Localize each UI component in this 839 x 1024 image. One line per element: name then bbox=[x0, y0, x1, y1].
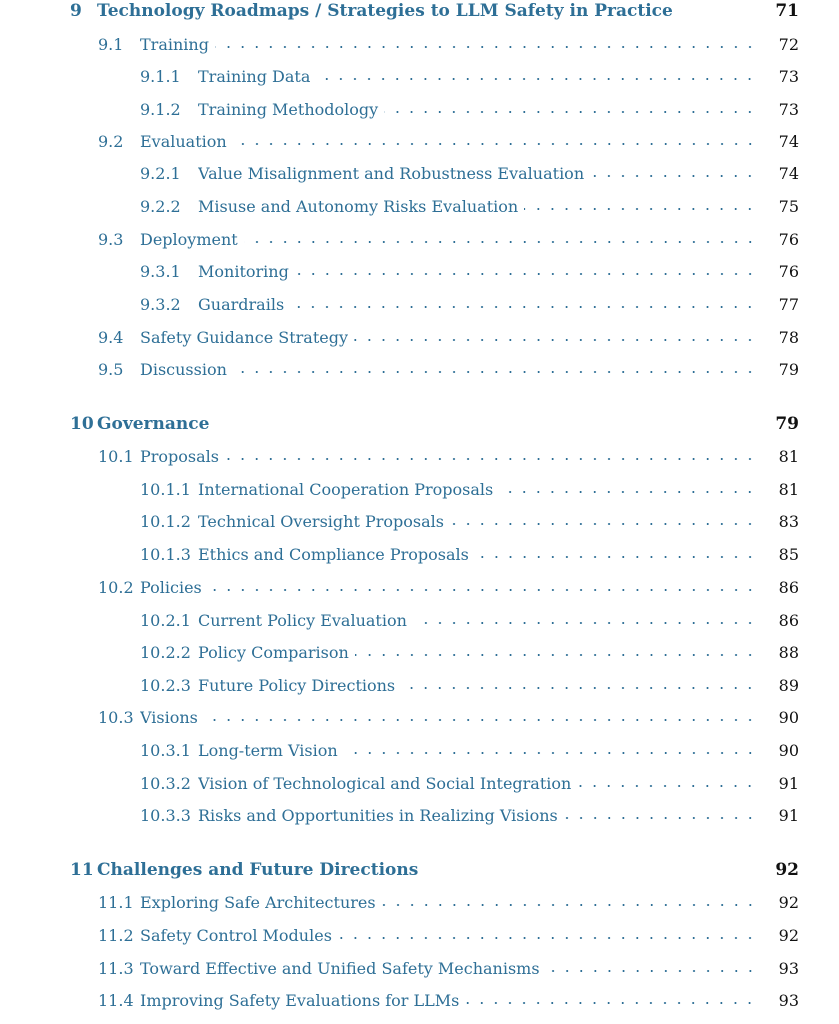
toc-page-number[interactable]: 73 bbox=[778, 66, 799, 86]
toc-entry-title-wrap bbox=[198, 611, 757, 630]
dot-leader bbox=[354, 339, 757, 341]
toc-entry-title-wrap bbox=[140, 893, 757, 912]
toc-page-number[interactable]: 91 bbox=[778, 773, 799, 793]
toc-subsection-row[interactable] bbox=[0, 227, 839, 251]
toc-entry-title-wrap bbox=[140, 447, 757, 466]
dot-leader bbox=[577, 785, 757, 787]
toc-entry-title[interactable]: Evaluation bbox=[140, 131, 227, 151]
toc-entry-title-wrap bbox=[140, 959, 757, 978]
toc-entry-title[interactable]: Vision of Technological and Social Integration bbox=[198, 773, 572, 793]
toc-entry-title-wrap bbox=[198, 545, 757, 564]
toc-page-number[interactable]: 79 bbox=[775, 414, 799, 434]
toc-entry-number: 9.2.2 bbox=[140, 196, 181, 216]
toc-entry-title-wrap bbox=[140, 360, 757, 379]
toc-entry-title[interactable]: Visions bbox=[140, 707, 198, 727]
toc-entry-title-wrap bbox=[198, 676, 757, 695]
toc-entry-title-wrap bbox=[97, 860, 737, 880]
dot-leader bbox=[244, 241, 757, 243]
toc-page-number[interactable]: 72 bbox=[778, 34, 799, 54]
toc-entry-title-wrap bbox=[198, 100, 757, 119]
toc-subsubsection-row[interactable] bbox=[0, 194, 839, 218]
toc-entry-title-wrap bbox=[198, 643, 757, 662]
toc-page-number[interactable]: 71 bbox=[775, 1, 799, 21]
toc-subsection-row[interactable] bbox=[0, 988, 839, 1012]
toc-subsubsection-row[interactable] bbox=[0, 477, 839, 501]
toc-subsubsection-row[interactable] bbox=[0, 542, 839, 566]
toc-entry-title[interactable]: Value Misalignment and Robustness Evaluation bbox=[198, 163, 585, 183]
toc-entry-title[interactable]: Challenges and Future Directions bbox=[97, 860, 419, 880]
toc-entry-title-wrap bbox=[97, 414, 737, 434]
toc-page-number[interactable]: 74 bbox=[778, 163, 799, 183]
toc-entry-title-wrap bbox=[198, 197, 757, 216]
toc-entry-title[interactable]: Improving Safety Evaluations for LLMs bbox=[140, 990, 460, 1010]
toc-entry-number: 11.2 bbox=[98, 925, 134, 945]
toc-subsubsection-row[interactable] bbox=[0, 608, 839, 632]
toc-subsection-row[interactable] bbox=[0, 890, 839, 914]
toc-subsubsection-row[interactable] bbox=[0, 640, 839, 664]
dot-leader bbox=[450, 523, 757, 525]
toc-entry-title-wrap bbox=[140, 35, 757, 54]
toc-subsection-row[interactable] bbox=[0, 325, 839, 349]
toc-entry-title-wrap bbox=[198, 164, 757, 183]
toc-page-number[interactable]: 92 bbox=[778, 892, 799, 912]
toc-entry-title[interactable]: International Cooperation Proposals bbox=[198, 479, 494, 499]
toc-entry-number: 9.2.1 bbox=[140, 163, 181, 183]
toc-page-number[interactable]: 91 bbox=[778, 805, 799, 825]
toc-subsubsection-row[interactable] bbox=[0, 161, 839, 185]
toc-entry-number: 9 bbox=[70, 1, 82, 21]
toc-entry-number: 9.1.2 bbox=[140, 99, 181, 119]
toc-entry-title-wrap bbox=[198, 480, 757, 499]
toc-subsection-row[interactable] bbox=[0, 956, 839, 980]
toc-entry-title[interactable]: Policies bbox=[140, 577, 202, 597]
toc-entry-number: 10.2 bbox=[98, 577, 134, 597]
dot-leader bbox=[215, 46, 757, 48]
toc-entry-title[interactable]: Safety Control Modules bbox=[140, 925, 332, 945]
toc-page-number[interactable]: 86 bbox=[778, 610, 799, 630]
toc-subsection-row[interactable] bbox=[0, 357, 839, 381]
toc-entry-number: 9.3.1 bbox=[140, 261, 181, 281]
toc-entry-title-wrap bbox=[198, 774, 757, 793]
toc-page-number[interactable]: 76 bbox=[778, 229, 799, 249]
toc-entry-title[interactable]: Training bbox=[140, 34, 209, 54]
toc-page-number[interactable]: 73 bbox=[778, 99, 799, 119]
toc-entry-number: 10.2.2 bbox=[140, 642, 191, 662]
toc-entry-title[interactable]: Proposals bbox=[140, 446, 219, 466]
toc-subsubsection-row[interactable] bbox=[0, 292, 839, 316]
toc-entry-number: 10.1 bbox=[98, 446, 134, 466]
toc-page-number[interactable]: 90 bbox=[778, 740, 799, 760]
dot-leader bbox=[204, 719, 757, 721]
toc-subsection-row[interactable] bbox=[0, 444, 839, 468]
toc-subsubsection-row[interactable] bbox=[0, 97, 839, 121]
toc-entry-title[interactable]: Safety Guidance Strategy bbox=[140, 327, 349, 347]
toc-entry-number: 9.2 bbox=[98, 131, 124, 151]
dot-leader bbox=[401, 687, 757, 689]
toc-page-number[interactable]: 79 bbox=[778, 359, 799, 379]
toc-entry-title-wrap bbox=[198, 262, 757, 281]
toc-page-number[interactable]: 93 bbox=[778, 990, 799, 1010]
toc-entry-title[interactable]: Monitoring bbox=[198, 261, 289, 281]
toc-entry-title[interactable]: Training Data bbox=[198, 66, 311, 86]
toc-entry-number: 9.1.1 bbox=[140, 66, 181, 86]
toc-entry-title[interactable]: Discussion bbox=[140, 359, 227, 379]
toc-page-number[interactable]: 86 bbox=[778, 577, 799, 597]
toc-entry-title[interactable]: Ethics and Compliance Proposals bbox=[198, 544, 469, 564]
dot-leader bbox=[290, 306, 757, 308]
toc-entry-number: 10.2.3 bbox=[140, 675, 191, 695]
dot-leader bbox=[295, 273, 757, 275]
toc-section-row[interactable] bbox=[0, 858, 839, 882]
toc-subsubsection-row[interactable] bbox=[0, 771, 839, 795]
toc-page-number[interactable]: 76 bbox=[778, 261, 799, 281]
toc-entry-title[interactable]: Misuse and Autonomy Risks Evaluation bbox=[198, 196, 519, 216]
toc-entry-number: 10.2.1 bbox=[140, 610, 191, 630]
toc-entry-number: 10.3.2 bbox=[140, 773, 191, 793]
toc-entry-title-wrap bbox=[198, 806, 757, 825]
toc-entry-number: 9.3.2 bbox=[140, 294, 181, 314]
dot-leader bbox=[208, 589, 757, 591]
toc-entry-number: 10.1.3 bbox=[140, 544, 191, 564]
toc-entry-title-wrap bbox=[198, 512, 757, 531]
toc-entry-number: 10.3.3 bbox=[140, 805, 191, 825]
toc-subsection-row[interactable] bbox=[0, 575, 839, 599]
toc-entry-number: 11 bbox=[70, 860, 94, 880]
toc-entry-title[interactable]: Future Policy Directions bbox=[198, 675, 396, 695]
toc-entry-number: 10 bbox=[70, 414, 94, 434]
toc-page-number[interactable]: 92 bbox=[778, 925, 799, 945]
toc-entry-title-wrap bbox=[140, 578, 757, 597]
toc-subsection-row[interactable] bbox=[0, 705, 839, 729]
toc-subsubsection-row[interactable] bbox=[0, 738, 839, 762]
toc-entry-title-wrap bbox=[140, 991, 757, 1010]
toc-page-number[interactable]: 81 bbox=[778, 446, 799, 466]
toc-subsubsection-row[interactable] bbox=[0, 803, 839, 827]
toc-subsubsection-row[interactable] bbox=[0, 509, 839, 533]
toc-entry-title[interactable]: Exploring Safe Architectures bbox=[140, 892, 376, 912]
toc-entry-number: 9.3 bbox=[98, 229, 124, 249]
toc-entry-title-wrap bbox=[198, 295, 757, 314]
toc-entry-title-wrap bbox=[198, 67, 757, 86]
dot-leader bbox=[355, 654, 757, 656]
toc-entry-title[interactable]: Toward Effective and Unified Safety Mechanisms bbox=[140, 958, 540, 978]
toc-entry-number: 9.5 bbox=[98, 359, 124, 379]
toc-entry-number: 11.1 bbox=[98, 892, 134, 912]
toc-page-number[interactable]: 78 bbox=[778, 327, 799, 347]
dot-leader bbox=[338, 937, 757, 939]
toc-page-number[interactable]: 81 bbox=[778, 479, 799, 499]
toc-entry-title-wrap bbox=[140, 328, 757, 347]
toc-entry-number: 9.4 bbox=[98, 327, 124, 347]
toc-subsection-row[interactable] bbox=[0, 32, 839, 56]
toc-page-number[interactable]: 75 bbox=[778, 196, 799, 216]
toc-entry-title[interactable]: Training Methodology bbox=[198, 99, 379, 119]
dot-leader bbox=[499, 491, 757, 493]
toc-entry-title-wrap bbox=[97, 1, 737, 21]
dot-leader bbox=[524, 208, 757, 210]
dot-leader bbox=[233, 371, 757, 373]
toc-entry-number: 10.3 bbox=[98, 707, 134, 727]
toc-entry-number: 10.3.1 bbox=[140, 740, 191, 760]
toc-entry-title-wrap bbox=[140, 132, 757, 151]
toc-page-number[interactable]: 85 bbox=[778, 544, 799, 564]
toc-entry-title[interactable]: Policy Comparison bbox=[198, 642, 349, 662]
dot-leader bbox=[344, 752, 757, 754]
toc-page-number[interactable]: 74 bbox=[778, 131, 799, 151]
toc-page-number[interactable]: 83 bbox=[778, 511, 799, 531]
toc-section-row[interactable] bbox=[0, 412, 839, 436]
dot-leader bbox=[384, 111, 757, 113]
toc-page-number[interactable]: 90 bbox=[778, 707, 799, 727]
dot-leader bbox=[475, 556, 757, 558]
toc-entry-title-wrap bbox=[140, 708, 757, 727]
toc-section-row[interactable] bbox=[0, 0, 839, 23]
toc-entry-title[interactable]: Technology Roadmaps / Strategies to LLM Safety in Practice bbox=[97, 1, 673, 21]
toc-entry-title[interactable]: Guardrails bbox=[198, 294, 285, 314]
dot-leader bbox=[590, 175, 757, 177]
dot-leader bbox=[465, 1002, 757, 1004]
toc-entry-title[interactable]: Risks and Opportunities in Realizing Visions bbox=[198, 805, 558, 825]
toc-entry-number: 10.1.1 bbox=[140, 479, 191, 499]
dot-leader bbox=[546, 970, 757, 972]
toc-subsubsection-row[interactable] bbox=[0, 673, 839, 697]
dot-leader bbox=[382, 904, 757, 906]
toc-entry-title[interactable]: Governance bbox=[97, 414, 210, 434]
toc-subsection-row[interactable] bbox=[0, 129, 839, 153]
toc-page-number[interactable]: 88 bbox=[778, 642, 799, 662]
dot-leader bbox=[564, 817, 757, 819]
toc-subsection-row[interactable] bbox=[0, 923, 839, 947]
dot-leader bbox=[233, 143, 757, 145]
toc-entry-title[interactable]: Deployment bbox=[140, 229, 238, 249]
toc-subsubsection-row[interactable] bbox=[0, 64, 839, 88]
dot-leader bbox=[225, 458, 757, 460]
toc-page-number[interactable]: 77 bbox=[778, 294, 799, 314]
dot-leader bbox=[413, 622, 757, 624]
toc-entry-title[interactable]: Technical Oversight Proposals bbox=[198, 511, 444, 531]
toc-entry-title-wrap bbox=[140, 926, 757, 945]
toc-page-number[interactable]: 92 bbox=[775, 860, 799, 880]
toc-page-number[interactable]: 93 bbox=[778, 958, 799, 978]
toc-entry-number: 10.1.2 bbox=[140, 511, 191, 531]
toc-entry-title[interactable]: Current Policy Evaluation bbox=[198, 610, 407, 630]
dot-leader bbox=[316, 78, 757, 80]
toc-entry-number: 9.1 bbox=[98, 34, 124, 54]
toc-entry-title-wrap bbox=[140, 230, 757, 249]
toc-entry-number: 11.3 bbox=[98, 958, 134, 978]
toc-entry-title[interactable]: Long-term Vision bbox=[198, 740, 338, 760]
toc-subsubsection-row[interactable] bbox=[0, 259, 839, 283]
toc-entry-number: 11.4 bbox=[98, 990, 134, 1010]
toc-entry-title-wrap bbox=[198, 741, 757, 760]
toc-page-number[interactable]: 89 bbox=[778, 675, 799, 695]
